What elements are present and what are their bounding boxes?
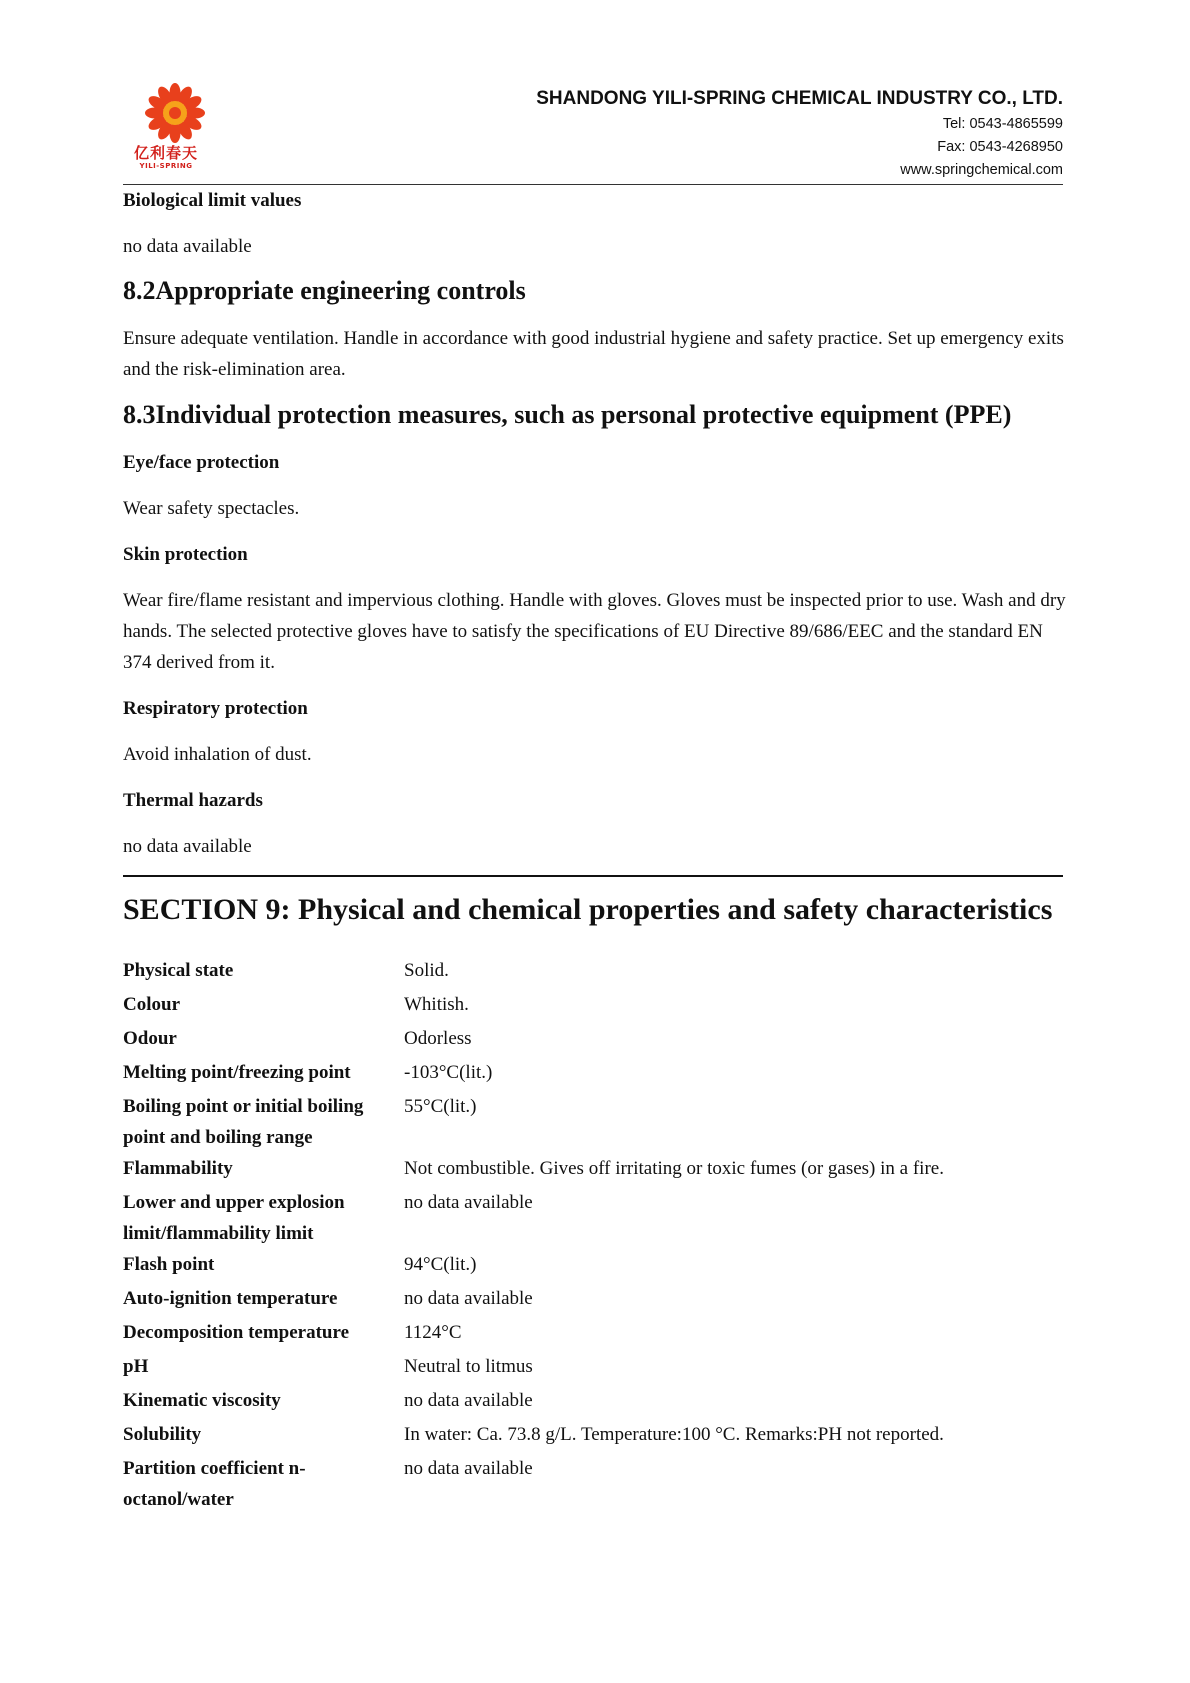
logo-english-text: YILI-SPRING <box>139 162 193 170</box>
eye-protection-label: Eye/face protection <box>123 452 280 473</box>
property-value: Neutral to litmus <box>404 1356 533 1377</box>
logo-chinese-text: 亿利春天 <box>133 144 198 162</box>
bio-limit-label: Biological limit values <box>123 190 302 211</box>
property-row <box>123 1091 1068 1153</box>
property-value: Whitish. <box>404 994 469 1015</box>
property-row <box>123 1419 1068 1453</box>
heading-8-3: 8.3Individual protection measures, such as personal protective equipment (PPE) <box>123 400 1012 429</box>
property-row <box>123 1153 1068 1187</box>
property-row <box>123 1317 1068 1351</box>
respiratory-protection-label: Respiratory protection <box>123 698 308 719</box>
skin-protection-value: Wear fire/flame resistant and impervious clothing. Handle with gloves. Gloves must be inspected prior to use. Wash and dry hands. The selected protective gloves have to satisfy the specifications of EU Directive 89/686/EEC and the standard EN 374 derived from it. <box>123 590 1066 673</box>
property-value: no data available <box>404 1458 533 1479</box>
property-value: no data available <box>404 1390 533 1411</box>
property-row <box>123 1385 1068 1419</box>
skin-protection-label: Skin protection <box>123 544 248 565</box>
company-tel: Tel: 0543-4865599 <box>942 116 1063 132</box>
property-row <box>123 1283 1068 1317</box>
property-name: Colour <box>123 994 180 1015</box>
properties-table <box>123 955 1068 1515</box>
property-name: Flammability <box>123 1158 233 1179</box>
property-value: 1124°C <box>404 1322 462 1343</box>
property-value: -103°C(lit.) <box>404 1062 493 1083</box>
respiratory-protection-value: Avoid inhalation of dust. <box>123 744 312 765</box>
company-fax: Fax: 0543-4268950 <box>937 139 1063 155</box>
property-value: no data available <box>404 1288 533 1309</box>
property-name: Boiling point or initial boiling point and boiling range <box>123 1096 364 1148</box>
bio-limit-value: no data available <box>123 236 252 257</box>
property-value: In water: Ca. 73.8 g/L. Temperature:100 °C. Remarks:PH not reported. <box>404 1424 944 1445</box>
property-row <box>123 989 1068 1023</box>
thermal-hazards-label: Thermal hazards <box>123 790 263 811</box>
property-value: no data available <box>404 1192 533 1213</box>
letterhead <box>123 78 1063 184</box>
property-row <box>123 1249 1068 1283</box>
eye-protection-value: Wear safety spectacles. <box>123 498 300 519</box>
property-name: Decomposition temperature <box>123 1322 350 1343</box>
engineering-controls-text: Ensure adequate ventilation. Handle in accordance with good industrial hygiene and safety practice. Set up emergency exits and the risk-elimination area. <box>123 328 1064 380</box>
header-divider <box>123 184 1063 185</box>
property-value: Solid. <box>404 960 449 981</box>
property-value: 94°C(lit.) <box>404 1254 477 1275</box>
sunflower-logo-icon <box>139 82 211 144</box>
property-name: Kinematic viscosity <box>123 1390 281 1411</box>
property-name: Auto-ignition temperature <box>123 1288 338 1309</box>
property-row <box>123 1453 1068 1515</box>
property-name: Lower and upper explosion limit/flammability limit <box>123 1192 345 1244</box>
property-value: Odorless <box>404 1028 472 1049</box>
property-row <box>123 1351 1068 1385</box>
section-9-title: SECTION 9: Physical and chemical properties and safety characteristics <box>123 893 1053 926</box>
property-row <box>123 1023 1068 1057</box>
property-name: Flash point <box>123 1254 215 1275</box>
property-name: Melting point/freezing point <box>123 1062 351 1083</box>
company-name: SHANDONG YILI-SPRING CHEMICAL INDUSTRY CO., LTD. <box>536 88 1063 109</box>
company-website: www.springchemical.com <box>900 162 1063 178</box>
property-name: Physical state <box>123 960 234 981</box>
property-value: Not combustible. Gives off irritating or toxic fumes (or gases) in a fire. <box>404 1158 944 1179</box>
section-divider <box>123 875 1063 877</box>
property-row <box>123 955 1068 989</box>
property-value: 55°C(lit.) <box>404 1096 477 1117</box>
property-row <box>123 1057 1068 1091</box>
thermal-hazards-value: no data available <box>123 836 252 857</box>
property-name: Partition coefficient n-octanol/water <box>123 1458 306 1510</box>
property-name: pH <box>123 1356 149 1377</box>
property-row <box>123 1187 1068 1249</box>
heading-8-2: 8.2Appropriate engineering controls <box>123 276 526 305</box>
property-name: Solubility <box>123 1424 202 1445</box>
property-name: Odour <box>123 1028 177 1049</box>
